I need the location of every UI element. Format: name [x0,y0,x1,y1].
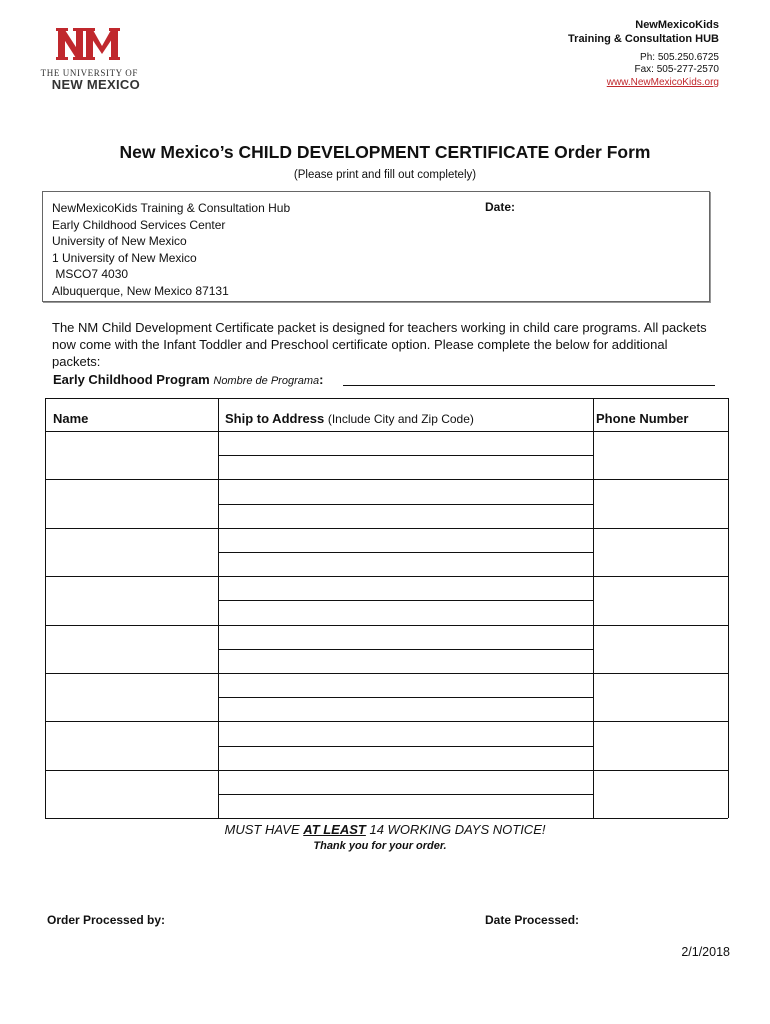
logo-line-2: NEW MEXICO [51,77,140,92]
address-header-note: (Include City and Zip Code) [327,412,474,426]
name-cell[interactable] [45,721,218,769]
org-subtitle: Training & Consultation HUB [568,33,719,45]
address-line: MSCO7 4030 [52,267,129,282]
date-processed-label: Date Processed: [485,913,580,927]
table-row-divider [45,818,728,819]
notice-emphasis: AT LEAST [303,822,366,837]
order-table [45,398,728,818]
name-cell[interactable] [45,625,218,673]
column-header-name: Name [53,411,89,426]
org-name: NewMexicoKids [635,19,719,31]
column-header-phone: Phone Number [596,411,689,426]
address-line: Early Childhood Services Center [52,217,226,232]
phone-cell[interactable] [593,721,728,769]
name-cell[interactable] [45,479,218,527]
phone-cell[interactable] [593,673,728,721]
address-cell[interactable] [218,625,593,673]
intro-paragraph: The NM Child Development Certificate packet is designed for teachers working in child care programs. All packets now come with the Infant Toddler and Preschool certificate option. Please complete the below for additional packets: [52,320,707,369]
address-cell[interactable] [218,431,593,479]
table-top-border [45,398,728,399]
program-label: Early Childhood Program [53,372,210,387]
address-cell[interactable] [218,770,593,818]
thank-you-text: Thank you for your order. [313,840,447,852]
notice-text [0,822,770,837]
logo-line-1: THE UNIVERSITY OF [40,68,138,78]
notice-post: 14 WORKING DAYS NOTICE! [365,822,546,837]
address-cell[interactable] [218,528,593,576]
column-header-address [225,411,474,426]
phone-number: Ph: 505.250.6725 [640,52,719,63]
address-cell[interactable] [218,479,593,527]
phone-cell[interactable] [593,625,728,673]
form-subtitle: (Please print and fill out completely) [293,169,477,181]
address-cell[interactable] [218,576,593,624]
nm-monogram-icon [56,22,120,66]
address-line: 1 University of New Mexico [52,250,197,265]
address-header-label: Ship to Address [225,411,325,426]
phone-cell[interactable] [593,479,728,527]
phone-cell[interactable] [593,576,728,624]
contact-header [568,18,719,90]
mailing-address [52,200,290,300]
address-cell[interactable] [218,673,593,721]
notice-pre: MUST HAVE [224,822,304,837]
date-field-label[interactable]: Date: [485,200,516,214]
address-line: Albuquerque, New Mexico 87131 [52,283,229,298]
name-cell[interactable] [45,673,218,721]
program-name-field[interactable] [53,372,324,387]
program-label-es: Nombre de Programa [213,375,320,387]
table-column-divider [728,398,729,818]
name-cell[interactable] [45,770,218,818]
order-processed-by-label: Order Processed by: [47,913,166,927]
program-colon: : [319,372,324,387]
name-cell[interactable] [45,431,218,479]
name-cell[interactable] [45,528,218,576]
address-cell[interactable] [218,721,593,769]
program-name-underline[interactable] [343,385,715,386]
form-title: New Mexico’s CHILD DEVELOPMENT CERTIFICATE Order Form [119,142,651,162]
name-cell[interactable] [45,576,218,624]
phone-cell[interactable] [593,528,728,576]
unm-logo [38,22,138,92]
website-link[interactable]: www.NewMexicoKids.org [606,77,719,88]
address-line: University of New Mexico [52,234,187,249]
phone-cell[interactable] [593,431,728,479]
address-line: NewMexicoKids Training & Consultation Hub [52,201,291,215]
phone-cell[interactable] [593,770,728,818]
fax-number: Fax: 505-277-2570 [634,64,719,75]
mailing-address-box [42,191,710,302]
document-date: 2/1/2018 [681,945,730,959]
